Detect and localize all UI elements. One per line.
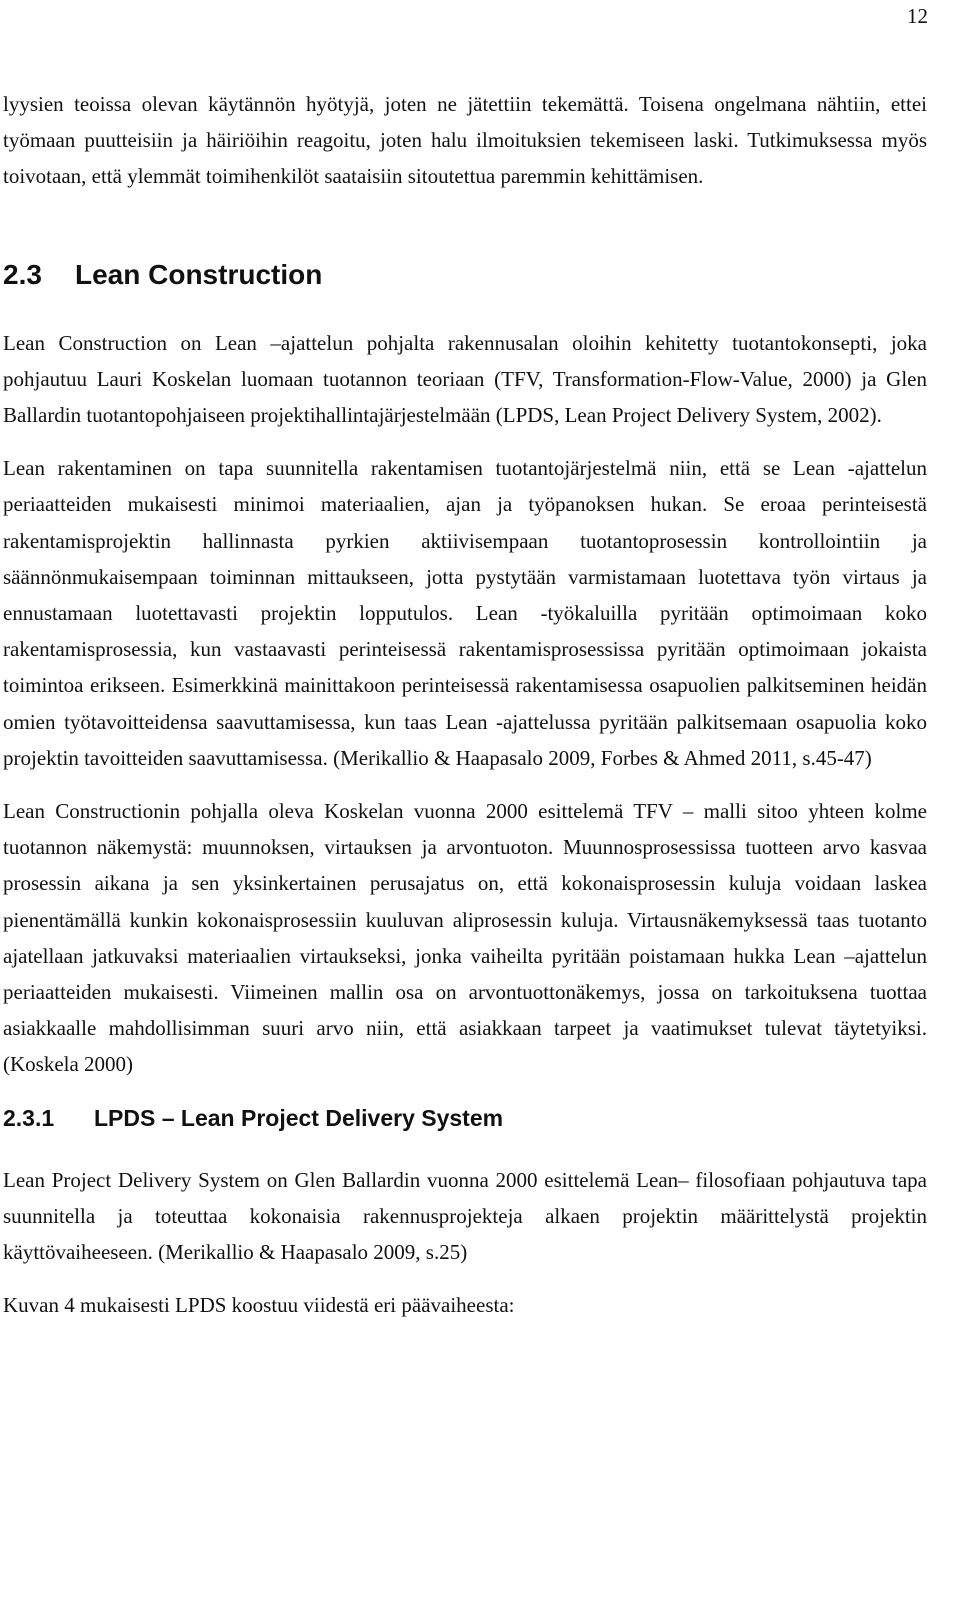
subsection-title: LPDS – Lean Project Delivery System: [94, 1104, 504, 1131]
page-content: [3, 86, 927, 1323]
lpds-paragraph: Lean Project Delivery System on Glen Ballardin vuonna 2000 esittelemä Lean– filosofiaan pohjautuva tapa suunnitella ja toteuttaa kokonaisia rakennusprojekteja alkaen projektin määrittelystä projektin käyttövaiheeseen. (Merikallio & Haapasalo 2009, s.25): [3, 1167, 927, 1265]
section-number: 2.3: [3, 258, 42, 290]
subsection-heading: [3, 1100, 927, 1136]
tfv-paragraph: Lean Constructionin pohjalla oleva Koskelan vuonna 2000 esittelemä TFV – malli sitoo yhteen kolme tuotannon näkemystä: muunnoksen, virtauksen ja arvontuoton. Muunnosprosessissa tuotteen arvo kasvaa prosessin aikana ja sen yksinkertainen perusajatus on, että kokonaisprosessin kuluja voidaan laskea pienentämällä kunkin kokonaisprosessiin kuuluvan aliprosessin kuluja. Virtausnäkemyksessä taas tuotanto ajatellaan jatkuvaksi materiaalien virtaukseksi, jonka vaiheilta pyritään poistamaan hukka Lean –ajattelun periaatteiden mukaisesti. Viimeinen mallin osa on arvontuottonäkemys, jossa on tarkoituksena tuottaa asiakkaalle mahdollisimman suuri arvo niin, että asiakkaan tarpeet ja vaatimukset tulevat täytetyiksi. (Koskela 2000): [3, 799, 927, 1077]
subsection-number: 2.3.1: [3, 1104, 55, 1131]
lean-rakentaminen-paragraph: Lean rakentaminen on tapa suunnitella rakentamisen tuotantojärjestelmä niin, että se Lean -ajattelun periaatteiden mukaisesti minimoi materiaalien, ajan ja työpanoksen hukan. Se eroaa perinteisestä rakentamisprojektin hallinnasta pyrkien aktiivisempaan tuotantoprosessin kontrollointiin ja säännönmukaisempaan toiminnan mittaukseen, jotta pystytään varmistamaan luotettava työn virtaus ja ennustamaan luotettavasti projektin lopputulos. Lean -työkaluilla pyritään optimoimaan koko rakentamisprosessia, kun vastaavasti perinteisessä rakentamisprosessissa pyritään optimoimaan jokaista toimintoa erikseen. Esimerkkinä mainittakoon perinteisessä rakentamisessa osapuolien palkitseminen heidän omien työtavoitteidensa saavuttamisessa, kun taas Lean -ajattelussa pyritään palkitsemaan osapuolia koko projektin tavoitteiden saavuttamisessa. (Merikallio & Haapasalo 2009, Forbes & Ahmed 2011, s.45-47): [3, 456, 927, 770]
kuvan4-paragraph: Kuvan 4 mukaisesti LPDS koostuu viidestä eri päävaiheesta:: [3, 1293, 515, 1318]
section-heading: [3, 255, 927, 295]
lean-construction-paragraph: Lean Construction on Lean –ajattelun pohjalta rakennusalan oloihin kehitetty tuotantokonsepti, joka pohjautuu Lauri Koskelan luomaan tuotannon teoriaan (TFV, Transformation-Flow-Value, 2000) ja Glen Ballardin tuotantopohjaiseen projektihallintajärjestelmään (LPDS, Lean Project Delivery System, 2002).: [3, 330, 927, 428]
section-title: Lean Construction: [75, 258, 323, 290]
intro-paragraph: lyysien teoissa olevan käytännön hyötyjä, joten ne jätettiin tekemättä. Toisena ongelmana nähtiin, ettei työmaan puutteisiin ja häiriöihin reagoitu, joten halu ilmoituksien tekemiseen laski. Tutkimuksessa myös toivotaan, että ylemmät toimihenkilöt saataisiin sitoutettua paremmin kehittämisen.: [3, 92, 927, 189]
page-number: 12: [907, 4, 928, 28]
